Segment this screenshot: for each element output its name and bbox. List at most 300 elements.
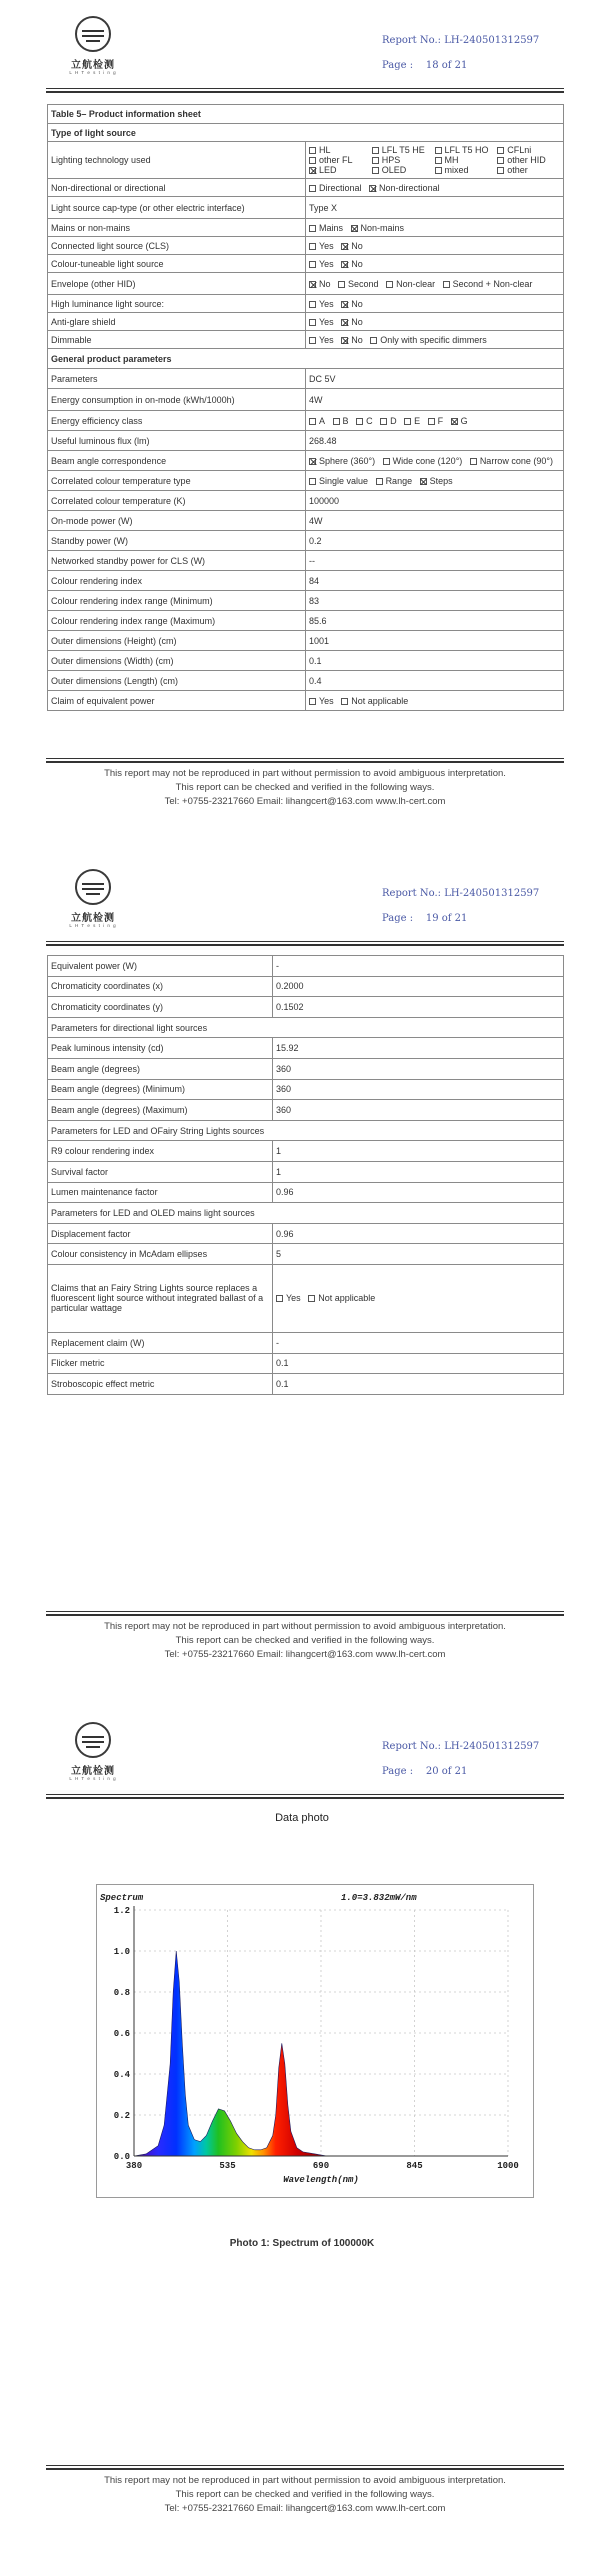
data-photo-title: Data photo <box>275 1812 329 1824</box>
table-row <box>48 571 564 591</box>
option-label: Directional <box>319 182 362 193</box>
field-label: Survival factor <box>48 1161 273 1182</box>
option-label: Only with specific dimmers <box>380 334 487 345</box>
field-value: 1001 <box>309 635 330 646</box>
footer-text <box>46 1620 564 1662</box>
field-value: 100000 <box>309 495 340 506</box>
table-row <box>48 1353 564 1374</box>
x-tick-label: 690 <box>312 2161 330 2171</box>
field-label: Connected light source (CLS) <box>48 237 306 255</box>
table-row <box>48 591 564 611</box>
field-value: - <box>276 1337 279 1348</box>
field-label: Displacement factor <box>48 1223 273 1244</box>
checkbox-oled <box>372 165 407 175</box>
checkbox-yes <box>276 1293 301 1303</box>
option-label: D <box>390 415 397 426</box>
field-value: -- <box>309 555 315 566</box>
field-label: Beam angle correspondence <box>48 451 306 471</box>
field-value-cell <box>306 631 564 651</box>
field-value: 360 <box>276 1063 292 1074</box>
field-value: 0.1 <box>276 1358 289 1369</box>
option-label: Yes <box>319 240 334 251</box>
field-value-cell <box>273 1038 564 1059</box>
y-tick-label: 1.2 <box>113 1906 130 1916</box>
report-page-19 <box>0 853 604 1706</box>
footer-divider <box>46 758 564 759</box>
table-row <box>48 255 564 273</box>
field-label: R9 colour rendering index <box>48 1141 273 1162</box>
table-row <box>48 1161 564 1182</box>
field-label: Colour rendering index range (Minimum) <box>48 591 306 611</box>
field-value-cell <box>273 956 564 977</box>
table-row <box>48 1332 564 1353</box>
field-label: Chromaticity coordinates (x) <box>48 976 273 997</box>
table-row <box>48 997 564 1018</box>
checkbox-led <box>309 165 337 175</box>
table-row <box>48 651 564 671</box>
checkbox-g <box>451 416 468 426</box>
field-label: Stroboscopic effect metric <box>48 1374 273 1395</box>
field-label: Energy consumption in on-mode (kWh/1000h) <box>48 389 306 411</box>
table-row <box>48 219 564 237</box>
table-row <box>48 956 564 977</box>
checkbox-no <box>341 299 363 309</box>
field-label: Claim of equivalent power <box>48 691 306 711</box>
empty-box-icon <box>308 1295 315 1302</box>
table-row <box>48 295 564 313</box>
footer-line-2: This report can be checked and verified in the following ways. <box>175 2489 435 2500</box>
section-row <box>48 1017 564 1038</box>
checkbox-yes <box>309 317 334 327</box>
field-value-cell <box>273 1161 564 1182</box>
empty-box-icon <box>276 1295 283 1302</box>
table-row <box>48 471 564 491</box>
table-row <box>48 1058 564 1079</box>
section-row <box>48 1203 564 1224</box>
checkbox-e <box>404 416 420 426</box>
table-title-row <box>48 105 564 124</box>
checkbox-only-with-specific-dimmers <box>370 335 487 345</box>
checkbox-narrow-cone-90 <box>470 456 553 466</box>
empty-box-icon <box>435 147 442 154</box>
checked-box-icon <box>341 243 348 250</box>
empty-box-icon <box>497 157 504 164</box>
field-value-cell <box>306 197 564 219</box>
field-value: DC 5V <box>309 373 336 384</box>
page-number: Page : 18 of 21 <box>382 60 468 71</box>
checkbox-mh <box>435 155 459 165</box>
field-value-cell <box>306 431 564 451</box>
field-label: Correlated colour temperature (K) <box>48 491 306 511</box>
checked-box-icon <box>351 225 358 232</box>
table-row <box>48 1141 564 1162</box>
field-value-cell <box>273 1141 564 1162</box>
logo-emblem-icon <box>75 16 111 52</box>
field-label: Equivalent power (W) <box>48 956 273 977</box>
field-value-cell <box>306 179 564 197</box>
field-value: 360 <box>276 1104 292 1115</box>
option-label: F <box>437 415 444 426</box>
option-label: Yes <box>319 298 334 309</box>
field-label: Colour-tuneable light source <box>48 255 306 273</box>
option-label: Not applicable <box>318 1293 376 1304</box>
option-label: Wide cone (120°) <box>392 455 463 466</box>
field-label: Outer dimensions (Width) (cm) <box>48 651 306 671</box>
field-value-cell <box>306 295 564 313</box>
option-label: B <box>342 415 349 426</box>
field-value-cell <box>306 313 564 331</box>
checked-box-icon <box>369 185 376 192</box>
field-value-cell <box>306 591 564 611</box>
option-label: No <box>351 258 363 269</box>
logo-emblem-icon <box>75 869 111 905</box>
option-label: Mains <box>319 222 344 233</box>
table-row <box>48 1223 564 1244</box>
field-value-cell <box>306 255 564 273</box>
empty-box-icon <box>309 418 316 425</box>
product-info-table-continued <box>47 955 564 1395</box>
field-label: Standby power (W) <box>48 531 306 551</box>
field-value-cell <box>273 976 564 997</box>
field-label: High luminance light source: <box>48 295 306 313</box>
option-label: MH <box>444 155 459 165</box>
checked-box-icon <box>420 478 427 485</box>
empty-box-icon <box>341 698 348 705</box>
option-label: No <box>351 334 363 345</box>
field-value: 0.2000 <box>276 981 304 992</box>
table-row <box>48 511 564 531</box>
field-label: Outer dimensions (Height) (cm) <box>48 631 306 651</box>
table-row <box>48 1244 564 1265</box>
table-row <box>48 389 564 411</box>
section-title: Parameters for LED and OLED mains light sources <box>48 1203 564 1224</box>
field-label: Useful luminous flux (lm) <box>48 431 306 451</box>
table-row <box>48 1038 564 1059</box>
logo-english-text: L H T e s t i n g <box>69 923 117 928</box>
y-tick-label: 0.2 <box>113 2111 130 2121</box>
y-tick-label: 0.0 <box>113 2152 130 2162</box>
field-label: Chromaticity coordinates (y) <box>48 997 273 1018</box>
empty-box-icon <box>309 698 316 705</box>
field-value-cell <box>273 1332 564 1353</box>
field-value-cell <box>306 219 564 237</box>
field-value-cell <box>273 1374 564 1395</box>
section-title: General product parameters <box>48 349 564 369</box>
field-value-cell <box>306 611 564 631</box>
header-divider-thick <box>46 91 564 93</box>
footer-divider <box>46 1611 564 1612</box>
field-value-cell <box>273 1353 564 1374</box>
empty-box-icon <box>470 458 477 465</box>
checkbox-no <box>341 317 363 327</box>
footer-line-3: Tel: +0755-23217660 Email: lihangcert@163.com www.lh-cert.com <box>164 1649 446 1660</box>
y-tick-label: 0.6 <box>113 2029 130 2039</box>
field-value-cell <box>306 651 564 671</box>
option-label: other HID <box>507 155 546 165</box>
option-label: E <box>414 415 421 426</box>
field-value: 268.48 <box>309 435 337 446</box>
table-row <box>48 331 564 349</box>
section-title: Parameters for directional light sources <box>48 1017 564 1038</box>
table-row <box>48 1374 564 1395</box>
checkbox-non-directional <box>369 183 440 193</box>
checkbox-lfl-t5-he <box>372 145 425 155</box>
footer-divider-thick <box>46 2468 564 2470</box>
checkbox-single-value <box>309 476 368 486</box>
table-row <box>48 179 564 197</box>
option-label: A <box>319 415 326 426</box>
empty-box-icon <box>386 281 393 288</box>
field-label: Beam angle (degrees) <box>48 1058 273 1079</box>
checkbox-no <box>309 279 331 289</box>
field-value-cell <box>306 511 564 531</box>
table-row <box>48 976 564 997</box>
option-label: Narrow cone (90°) <box>479 455 553 466</box>
option-label: Range <box>385 475 413 486</box>
field-label: Energy efficiency class <box>48 411 306 431</box>
report-page-18 <box>0 0 604 853</box>
field-label: Peak luminous intensity (cd) <box>48 1038 273 1059</box>
checkbox-lfl-t5-ho <box>435 145 489 155</box>
option-label: Steps <box>429 475 453 486</box>
logo-chinese-text: 立航检测 <box>71 1766 115 1777</box>
checkbox-second <box>338 279 379 289</box>
checkbox-cflni <box>497 145 531 155</box>
field-value: 0.4 <box>309 675 322 686</box>
footer-line-2: This report can be checked and verified in the following ways. <box>175 1635 435 1646</box>
empty-box-icon <box>372 147 379 154</box>
field-label: Lumen maintenance factor <box>48 1182 273 1203</box>
empty-box-icon <box>309 319 316 326</box>
checkbox-not-applicable <box>341 696 408 706</box>
field-value: 1 <box>276 1146 282 1157</box>
field-label: Flicker metric <box>48 1353 273 1374</box>
x-tick-label: 1000 <box>497 2161 519 2171</box>
checkbox-no <box>341 241 363 251</box>
field-value: 0.1 <box>276 1378 289 1389</box>
table-row <box>48 671 564 691</box>
company-logo <box>62 1722 124 1784</box>
checked-box-icon <box>341 319 348 326</box>
checkbox-other <box>497 165 528 175</box>
field-value-cell <box>306 531 564 551</box>
option-label: LFL T5 HE <box>381 145 425 155</box>
spectrum-chart <box>96 1884 534 2198</box>
option-label: Second + Non-clear <box>452 278 533 289</box>
empty-box-icon <box>309 225 316 232</box>
section-title: Type of light source <box>48 124 564 142</box>
field-value-cell <box>306 491 564 511</box>
y-tick-label: 1.0 <box>113 1947 130 1957</box>
footer-line-3: Tel: +0755-23217660 Email: lihangcert@163.com www.lh-cert.com <box>164 2503 446 2514</box>
table-row <box>48 197 564 219</box>
footer-line-2: This report can be checked and verified in the following ways. <box>175 782 435 793</box>
field-value: 0.96 <box>276 1187 294 1198</box>
field-value-cell <box>306 551 564 571</box>
header-divider <box>46 88 564 89</box>
checkbox-wide-cone-120 <box>383 456 463 466</box>
checkbox-no <box>341 259 363 269</box>
empty-box-icon <box>404 418 411 425</box>
table-row <box>48 273 564 295</box>
checkbox-a <box>309 416 325 426</box>
field-value: 0.1 <box>309 655 322 666</box>
checkbox-non-clear <box>386 279 435 289</box>
header-divider-thick <box>46 944 564 946</box>
option-label: Non-directional <box>379 182 440 193</box>
checkbox-hps <box>372 155 401 165</box>
checkbox-c <box>356 416 373 426</box>
table-row <box>48 631 564 651</box>
field-label: Networked standby power for CLS (W) <box>48 551 306 571</box>
field-value: 4W <box>309 515 323 526</box>
field-value-cell <box>273 1079 564 1100</box>
option-label: No <box>351 298 363 309</box>
checkbox-yes <box>309 299 334 309</box>
checkbox-b <box>333 416 349 426</box>
option-label: LFL T5 HO <box>444 145 489 155</box>
report-number: Report No.: LH-240501312597 <box>382 888 540 899</box>
y-axis-label: Spectrum <box>100 1893 144 1903</box>
report-number: Report No.: LH-240501312597 <box>382 35 540 46</box>
checkbox-yes <box>309 241 334 251</box>
option-label: HL <box>319 145 331 155</box>
option-label: other FL <box>319 155 353 165</box>
empty-box-icon <box>333 418 340 425</box>
field-value-cell <box>273 1058 564 1079</box>
field-label: On-mode power (W) <box>48 511 306 531</box>
table-row <box>48 313 564 331</box>
field-value-cell <box>273 1100 564 1121</box>
field-value: 1 <box>276 1166 282 1177</box>
field-label: Correlated colour temperature type <box>48 471 306 491</box>
section-row <box>48 349 564 369</box>
checkbox-other-hid <box>497 155 546 165</box>
field-label: Envelope (other HID) <box>48 273 306 295</box>
option-label: Sphere (360°) <box>319 455 376 466</box>
option-label: Second <box>348 278 379 289</box>
field-value-cell <box>273 1223 564 1244</box>
checkbox-not-applicable <box>308 1293 375 1303</box>
logo-english-text: L H T e s t i n g <box>69 1776 117 1781</box>
empty-box-icon <box>309 337 316 344</box>
field-value-cell <box>306 671 564 691</box>
option-label: Yes <box>319 316 334 327</box>
option-label: Yes <box>319 695 334 706</box>
field-label: Dimmable <box>48 331 306 349</box>
empty-box-icon <box>376 478 383 485</box>
option-label: mixed <box>444 165 469 175</box>
field-label: Colour rendering index <box>48 571 306 591</box>
checked-box-icon <box>341 261 348 268</box>
empty-box-icon <box>309 478 316 485</box>
empty-box-icon <box>497 147 504 154</box>
logo-english-text: L H T e s t i n g <box>69 70 117 75</box>
field-label: Mains or non-mains <box>48 219 306 237</box>
checked-box-icon <box>309 167 316 174</box>
field-value: 0.96 <box>276 1228 294 1239</box>
field-value: 4W <box>309 394 323 405</box>
field-value-cell <box>306 237 564 255</box>
option-label: LED <box>319 165 337 175</box>
checkbox-yes <box>309 696 334 706</box>
table-row <box>48 1264 564 1332</box>
checkbox-d <box>380 416 397 426</box>
empty-box-icon <box>383 458 390 465</box>
empty-box-icon <box>435 167 442 174</box>
field-value: 0.2 <box>309 535 322 546</box>
empty-box-icon <box>338 281 345 288</box>
empty-box-icon <box>435 157 442 164</box>
header-divider <box>46 941 564 942</box>
table-row <box>48 431 564 451</box>
checked-box-icon <box>309 458 316 465</box>
checked-box-icon <box>341 301 348 308</box>
option-label: No <box>351 316 363 327</box>
option-label: Yes <box>319 258 334 269</box>
logo-chinese-text: 立航检测 <box>71 60 115 71</box>
checkbox-non-mains <box>351 223 405 233</box>
field-value-cell <box>273 1182 564 1203</box>
option-label: Non-mains <box>360 222 405 233</box>
x-axis-label: Wavelength(nm) <box>283 2175 359 2185</box>
option-label: OLED <box>381 165 407 175</box>
checked-box-icon <box>341 337 348 344</box>
field-value: 5 <box>276 1249 282 1260</box>
section-row <box>48 124 564 142</box>
y-tick-label: 0.4 <box>113 2070 130 2080</box>
field-label: Lighting technology used <box>48 142 306 179</box>
empty-box-icon <box>356 418 363 425</box>
empty-box-icon <box>309 157 316 164</box>
option-label: No <box>351 240 363 251</box>
checkbox-hl <box>309 145 331 155</box>
checkbox-mixed <box>435 165 469 175</box>
checkbox-sphere-360 <box>309 456 375 466</box>
field-value-cell <box>306 389 564 411</box>
field-label: Parameters <box>48 369 306 389</box>
empty-box-icon <box>309 243 316 250</box>
field-value: 0.1502 <box>276 1001 304 1012</box>
header-divider-thick <box>46 1797 564 1799</box>
table-row <box>48 1182 564 1203</box>
field-value-cell <box>306 451 564 471</box>
footer-text <box>46 2474 564 2516</box>
option-label: Yes <box>319 334 334 345</box>
option-label: Single value <box>319 475 369 486</box>
table-row <box>48 491 564 511</box>
field-value: 85.6 <box>309 615 327 626</box>
company-logo <box>62 869 124 931</box>
table-row <box>48 1100 564 1121</box>
option-label: CFLni <box>507 145 532 155</box>
report-number: Report No.: LH-240501312597 <box>382 1741 540 1752</box>
checkbox-yes <box>309 335 334 345</box>
field-value-cell <box>306 273 564 295</box>
header-divider <box>46 1794 564 1795</box>
footer-divider-thick <box>46 1614 564 1616</box>
table-row <box>48 531 564 551</box>
field-value-cell <box>306 142 564 179</box>
footer-divider-thick <box>46 761 564 763</box>
checkbox-other-fl <box>309 155 353 165</box>
field-value-cell <box>273 1264 564 1332</box>
empty-box-icon <box>428 418 435 425</box>
field-value-cell <box>273 997 564 1018</box>
company-logo <box>62 16 124 78</box>
logo-emblem-icon <box>75 1722 111 1758</box>
checkbox-second-non-clear <box>443 279 533 289</box>
